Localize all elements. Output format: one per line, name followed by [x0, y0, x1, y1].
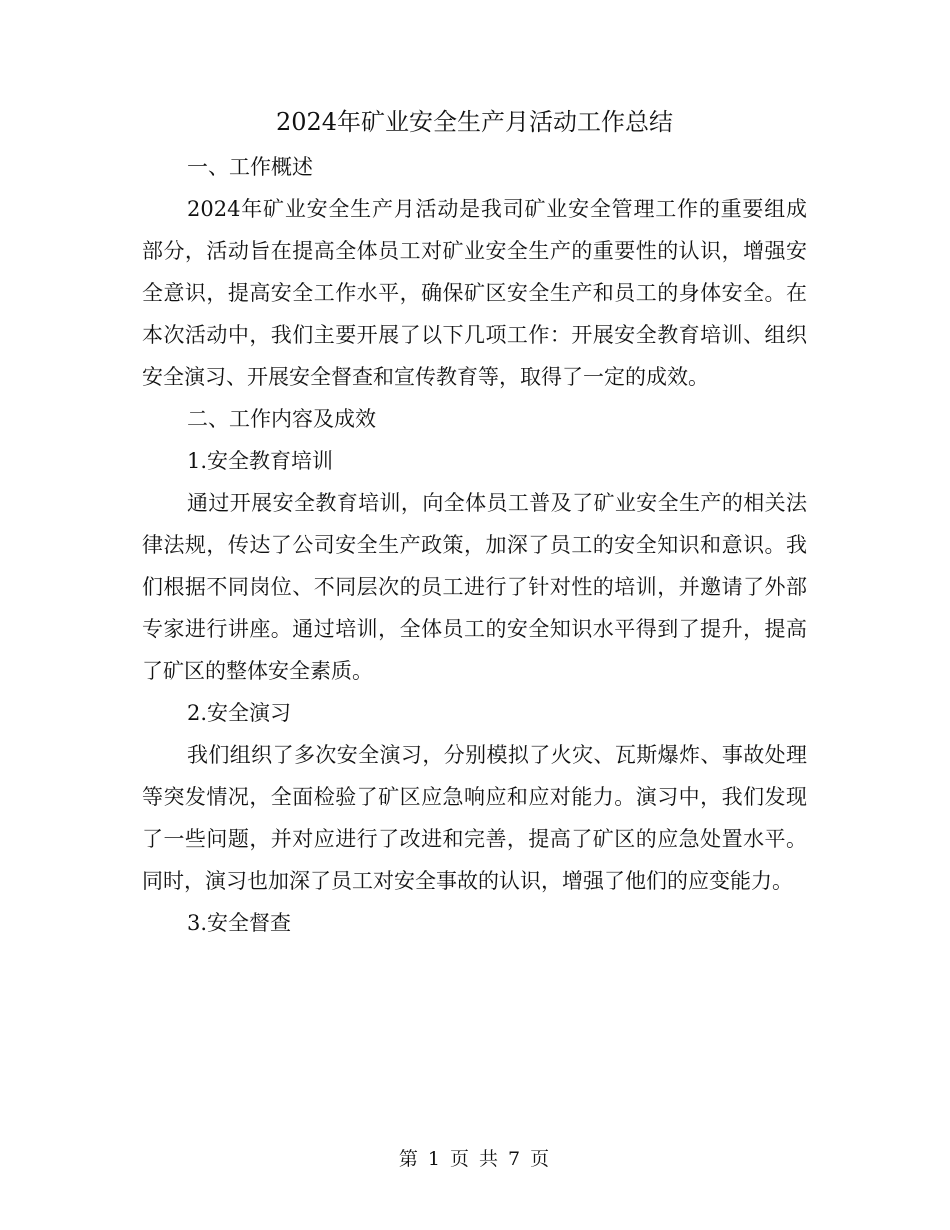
subheading-inspection: 3.安全督查 — [187, 911, 292, 935]
paragraph-drill: 我们组织了多次安全演习，分别模拟了火灾、瓦斯爆炸、事故处理等突发情况，全面检验了矿区应急响应和应对能力。演习中，我们发现了一些问题，并对应进行了改进和完善，提高了矿区的应急处置水平。同时，演习也加深了员工对安全事故的认识，增强了他们的应变能力。 — [142, 743, 807, 893]
document-title: 2024年矿业安全生产月活动工作总结 — [275, 108, 674, 136]
subheading-training: 1.安全教育培训 — [187, 449, 334, 473]
section-heading-content: 二、工作内容及成效 — [187, 407, 376, 431]
subheading-drill: 2.安全演习 — [187, 701, 292, 725]
page-footer: 第 1 页 共 7 页 — [398, 1148, 552, 1170]
paragraph-training: 通过开展安全教育培训，向全体员工普及了矿业安全生产的相关法律法规，传达了公司安全生产政策，加深了员工的安全知识和意识。我们根据不同岗位、不同层次的员工进行了针对性的培训，并邀请了外部专家进行讲座。通过培训，全体员工的安全知识水平得到了提升，提高了矿区的整体安全素质。 — [142, 491, 807, 683]
paragraph-overview: 2024年矿业安全生产月活动是我司矿业安全管理工作的重要组成部分，活动旨在提高全体员工对矿业安全生产的重要性的认识，增强安全意识，提高安全工作水平，确保矿区安全生产和员工的身体安全。在本次活动中，我们主要开展了以下几项工作：开展安全教育培训、组织安全演习、开展安全督查和宣传教育等，取得了一定的成效。 — [142, 197, 807, 389]
section-heading-overview: 一、工作概述 — [187, 155, 313, 179]
document-body — [142, 98, 807, 944]
